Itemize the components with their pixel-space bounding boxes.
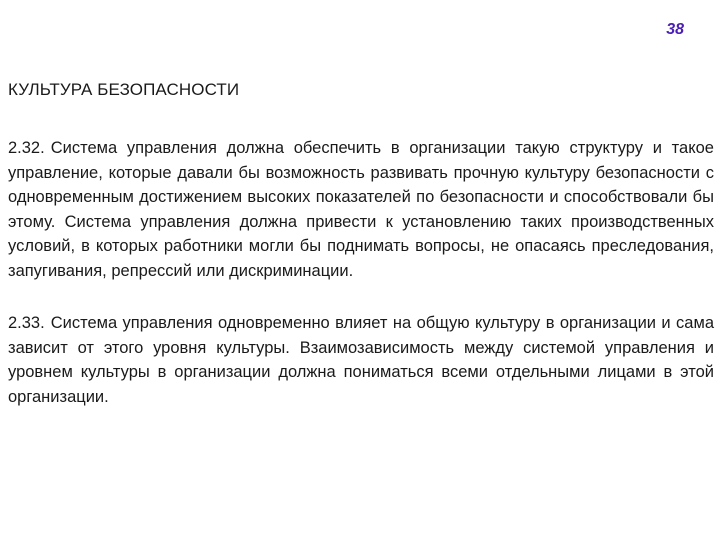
page-number: 38 [666, 21, 684, 38]
clause-number: 2.33. [8, 314, 45, 332]
section-heading: КУЛЬТУРА БЕЗОПАСНОСТИ [8, 80, 240, 99]
clause-number: 2.32. [8, 139, 45, 157]
clause-text: Система управления одновременно влияет на общую культуру в организации и сама зависит от этого уровня культуры. Взаимозависимость между системой управления и уровнем культуры в организации должна пониматься всеми отдельными лицами в этой организации. [8, 314, 714, 406]
document-body [8, 78, 714, 437]
clause-2-33 [8, 311, 714, 409]
clause-2-32 [8, 136, 714, 283]
clause-text: Система управления должна обеспечить в организации такую структуру и такое управление, которые давали бы возможность развивать прочную культуру безопасности с одновременным достижением высоких показателей по безопасности и способствовали бы этому. Система управления должна привести к установлению таких производственных условий, в которых работники могли бы поднимать вопросы, не опасаясь преследования, запугивания, репрессий или дискриминации. [8, 139, 714, 280]
